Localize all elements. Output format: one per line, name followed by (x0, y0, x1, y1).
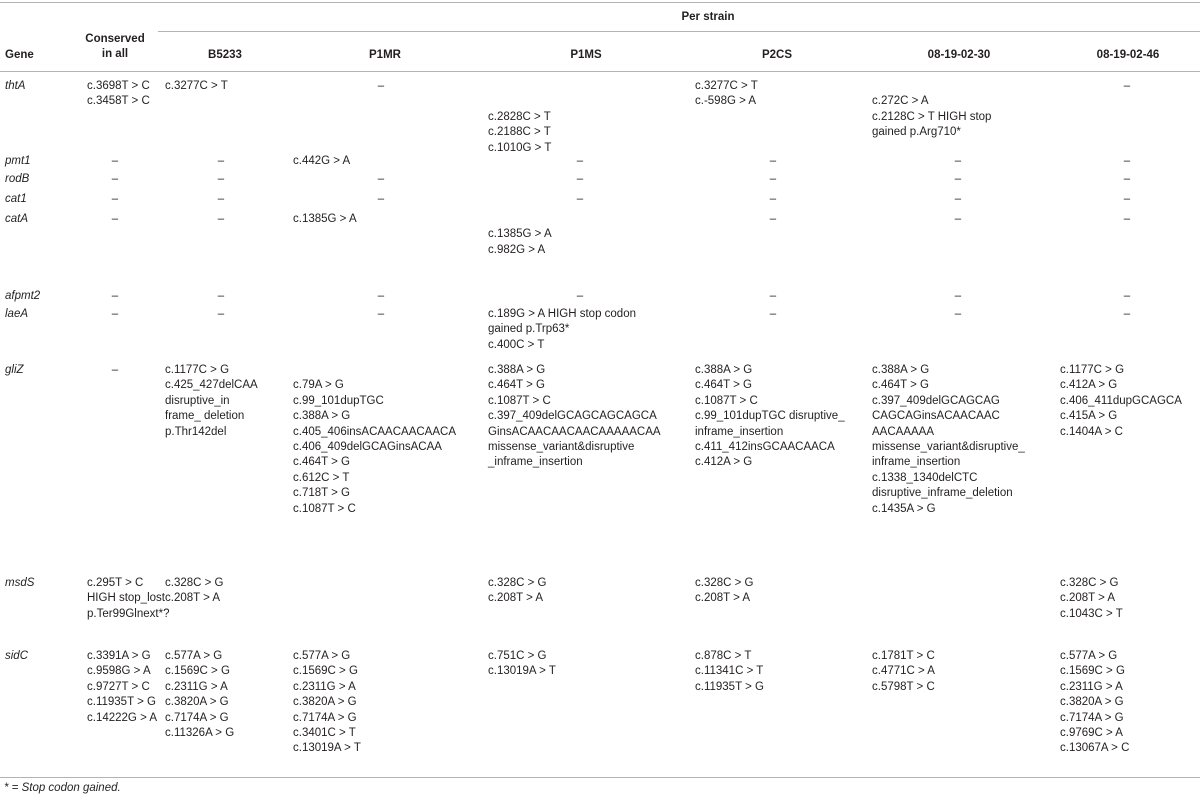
variant-entry: c.982G > A (488, 243, 546, 256)
strain-header-p2cs: P2CS (761, 49, 793, 61)
variant-entry: c.5798T > C (872, 680, 935, 693)
variant-entry: HIGH stop_lost (87, 592, 165, 605)
variant-entry: c.2128C > T HIGH stop (872, 110, 992, 123)
variant-entry: frame_ deletion (165, 410, 245, 423)
empty-cell-dash: – (769, 308, 777, 320)
variant-entry: c.2311G > A (165, 680, 228, 693)
empty-cell-dash: – (954, 173, 962, 185)
variant-entry: c.464T > G (293, 456, 351, 469)
empty-cell-dash: – (576, 193, 584, 205)
empty-cell-dash: – (954, 193, 962, 205)
empty-cell-dash: – (769, 213, 777, 225)
variant-entry: c.-598G > A (695, 95, 757, 108)
variant-entry: gained p.Trp63* (488, 323, 570, 336)
variant-entry: c.3277C > T (165, 80, 228, 92)
variant-entry: c.464T > G (872, 379, 930, 392)
variant-entry: c.1177C > G (1060, 364, 1125, 376)
variant-entry: disruptive_inframe_deletion (872, 487, 1013, 500)
variant-entry: c.411_412insGCAACAACA (695, 441, 835, 453)
variant-entry: c.208T > A (165, 592, 221, 605)
empty-cell-dash: – (954, 290, 962, 302)
variant-entry: c.1569C > G (293, 665, 358, 678)
variant-entry: c.3820A > G (1060, 696, 1124, 709)
variant-entry: AACAAAAA (872, 425, 934, 438)
variant-entry: c.612C > T (293, 471, 350, 484)
variant-entry: inframe_insertion (695, 425, 784, 438)
empty-cell-dash: – (954, 155, 962, 167)
variant-entry: c.1087T > C (695, 394, 758, 407)
variant-entry: CAGCAGinsACAACAAC (872, 410, 1000, 423)
empty-cell-dash: – (217, 173, 225, 185)
variant-entry: c.99_101dupTGC disruptive_ (695, 410, 845, 423)
variant-entry: c.13067A > C (1060, 742, 1130, 755)
empty-cell-dash: – (576, 155, 584, 167)
gene-label-catA: catA (5, 213, 29, 225)
empty-cell-dash: – (377, 80, 385, 92)
header-rule (0, 71, 1200, 72)
conserved-header-line1: Conserved (85, 33, 145, 45)
variant-entry: c.4771C > A (872, 665, 935, 678)
variant-entry: c.295T > C (87, 577, 144, 589)
empty-cell-dash: – (377, 308, 385, 320)
bottom-rule (0, 777, 1200, 778)
variant-entry: c.406_409delGCAGinsACAA (293, 441, 442, 453)
variant-entry: p.Thr142del (165, 425, 227, 438)
variant-entry: c.388A > G (872, 364, 930, 376)
variant-entry: c.1338_1340delCTC (872, 471, 978, 484)
variant-entry: c.1010G > T (488, 141, 552, 154)
variant-entry: c.7174A > G (293, 711, 357, 724)
empty-cell-dash: – (377, 173, 385, 185)
empty-cell-dash: – (954, 213, 962, 225)
variant-entry: c.79A > G (293, 379, 344, 392)
variant-entry: c.208T > A (1060, 592, 1116, 605)
strain-header-b5233: B5233 (208, 49, 242, 61)
variant-entry: c.11341C > T (695, 665, 764, 678)
variant-entry: c.99_101dupTGC (293, 394, 384, 407)
variant-entry: c.1087T > C (293, 502, 356, 515)
variant-entry: c.13019A > T (488, 665, 556, 678)
variant-entry: c.1435A > G (872, 502, 936, 515)
gene-label-sidC: sidC (5, 650, 29, 662)
variant-entry: c.2188C > T (488, 126, 551, 139)
empty-cell-dash: – (217, 155, 225, 167)
variant-entry: c.3458T > C (87, 95, 150, 108)
variant-entry: c.9598G > A (87, 665, 151, 678)
variant-entry: c.388A > G (695, 364, 753, 376)
footnote: * = Stop codon gained. (4, 782, 121, 794)
gene-label-laeA: laeA (5, 308, 29, 320)
conserved-header-line2: in all (101, 48, 129, 60)
empty-cell-dash: – (576, 173, 584, 185)
variant-entry: c.189G > A HIGH stop codon (488, 308, 636, 320)
variant-entry: c.2828C > T (488, 110, 551, 123)
variant-entry: c.577A > G (1060, 650, 1118, 662)
empty-cell-dash: – (217, 290, 225, 302)
variant-entry: c.2311G > A (293, 680, 356, 693)
variant-entry: c.1177C > G (165, 364, 230, 376)
variant-entry: c.1087T > C (488, 394, 551, 407)
variant-entry: missense_variant&disruptive_ (872, 441, 1025, 453)
empty-cell-dash: – (111, 173, 119, 185)
gene-label-thtA: thtA (5, 80, 26, 92)
variant-entry: c.577A > G (165, 650, 223, 662)
empty-cell-dash: – (769, 290, 777, 302)
empty-cell-dash: – (1123, 308, 1131, 320)
variant-entry: c.328C > G (488, 577, 547, 589)
variant-entry: c.13019A > T (293, 742, 361, 755)
variant-entry: c.878C > T (695, 650, 752, 662)
variant-entry: c.718T > G (293, 487, 351, 500)
gene-label-rodB: rodB (5, 173, 30, 185)
variant-entry: c.3698T > C (87, 80, 150, 92)
variant-entry: c.400C > T (488, 338, 545, 351)
variant-entry: _inframe_insertion (488, 456, 583, 469)
empty-cell-dash: – (1123, 213, 1131, 225)
empty-cell-dash: – (1123, 290, 1131, 302)
strain-header-p1ms: P1MS (570, 49, 602, 61)
variant-entry: c.1043C > T (1060, 607, 1123, 620)
variant-entry: c.7174A > G (165, 711, 229, 724)
variant-entry: c.328C > G (695, 577, 754, 589)
variant-entry: p.Ter99Glnext*? (87, 607, 170, 620)
variant-entry: gained p.Arg710* (872, 126, 961, 139)
variant-entry: c.328C > G (1060, 577, 1119, 589)
empty-cell-dash: – (111, 193, 119, 205)
empty-cell-dash: – (217, 213, 225, 225)
empty-cell-dash: – (769, 155, 777, 167)
gene-label-cat1: cat1 (5, 193, 27, 205)
variant-entry: c.1569C > G (1060, 665, 1125, 678)
empty-cell-dash: – (111, 155, 119, 167)
gene-label-gliZ: gliZ (5, 364, 24, 376)
per-strain-rule (158, 31, 1200, 32)
variant-entry: c.208T > A (488, 592, 544, 605)
variant-entry: c.328C > G (165, 577, 224, 589)
empty-cell-dash: – (1123, 193, 1131, 205)
empty-cell-dash: – (111, 290, 119, 302)
gene-label-pmt1: pmt1 (5, 155, 31, 167)
variant-entry: c.11935T > G (87, 696, 156, 709)
variant-entry: c.464T > G (488, 379, 546, 392)
per-strain-header: Per strain (681, 11, 735, 23)
variant-entry: c.388A > G (293, 410, 351, 423)
variant-entry: c.3277C > T (695, 80, 758, 92)
variant-entry: c.9769C > A (1060, 727, 1123, 739)
variant-entry: c.3820A > G (293, 696, 357, 709)
variant-entry: c.9727T > C (87, 680, 150, 693)
empty-cell-dash: – (1123, 155, 1131, 167)
variant-entry: c.464T > G (695, 379, 753, 392)
gene-label-msdS: msdS (5, 577, 35, 589)
variant-entry: c.1781T > C (872, 650, 935, 662)
empty-cell-dash: – (111, 213, 119, 225)
empty-cell-dash: – (576, 290, 584, 302)
variant-entry: c.415A > G (1060, 410, 1118, 423)
variant-entry: missense_variant&disruptive (488, 441, 635, 453)
empty-cell-dash: – (217, 308, 225, 320)
variant-entry: c.3820A > G (165, 696, 229, 709)
strain-header-08-19-02-30: 08-19-02-30 (927, 49, 991, 61)
variant-entry: c.577A > G (293, 650, 351, 662)
variant-entry: c.7174A > G (1060, 711, 1124, 724)
variant-entry: c.1385G > A (293, 213, 357, 225)
variant-entry: disruptive_in (165, 394, 230, 407)
gene-column-header: Gene (5, 49, 34, 61)
variant-entry: c.405_406insACAACAACAACA (293, 425, 456, 438)
variant-entry: c.397_409delGCAGCAG (872, 394, 1000, 407)
variant-entry: c.1569C > G (165, 665, 230, 678)
variant-entry: c.412A > G (1060, 379, 1118, 392)
empty-cell-dash: – (377, 290, 385, 302)
variant-entry: c.412A > G (695, 456, 753, 469)
variant-entry: c.751C > G (488, 650, 547, 662)
variant-entry: c.1385G > A (488, 228, 552, 241)
variant-entry: c.272C > A (872, 95, 929, 108)
variant-entry: c.425_427delCAA (165, 379, 258, 392)
empty-cell-dash: – (1123, 80, 1131, 92)
strain-header-08-19-02-46: 08-19-02-46 (1096, 49, 1160, 61)
empty-cell-dash: – (954, 308, 962, 320)
empty-cell-dash: – (111, 364, 119, 376)
variant-entry: c.14222G > A (87, 711, 158, 724)
variant-entry: GinsACAACAACAACAAAAACAA (488, 425, 661, 438)
top-rule (0, 2, 1200, 3)
variant-entry: c.2311G > A (1060, 680, 1123, 693)
variant-entry: c.11326A > G (165, 727, 235, 739)
variant-entry: c.397_409delGCAGCAGCAGCA (488, 410, 657, 423)
empty-cell-dash: – (769, 173, 777, 185)
variant-entry: c.208T > A (695, 592, 751, 605)
empty-cell-dash: – (111, 308, 119, 320)
variant-entry: inframe_insertion (872, 456, 961, 469)
empty-cell-dash: – (1123, 173, 1131, 185)
variant-entry: c.1404A > C (1060, 425, 1123, 438)
variant-entry: c.388A > G (488, 364, 546, 376)
variant-entry: c.3391A > G (87, 650, 151, 662)
variant-entry: c.3401C > T (293, 727, 356, 739)
empty-cell-dash: – (217, 193, 225, 205)
empty-cell-dash: – (769, 193, 777, 205)
variant-entry: c.11935T > G (695, 680, 764, 693)
empty-cell-dash: – (377, 193, 385, 205)
strain-header-p1mr: P1MR (369, 49, 401, 61)
gene-label-afpmt2: afpmt2 (5, 290, 41, 302)
variant-entry: c.442G > A (293, 155, 351, 167)
variant-entry: c.406_411dupGCAGCA (1060, 394, 1182, 407)
